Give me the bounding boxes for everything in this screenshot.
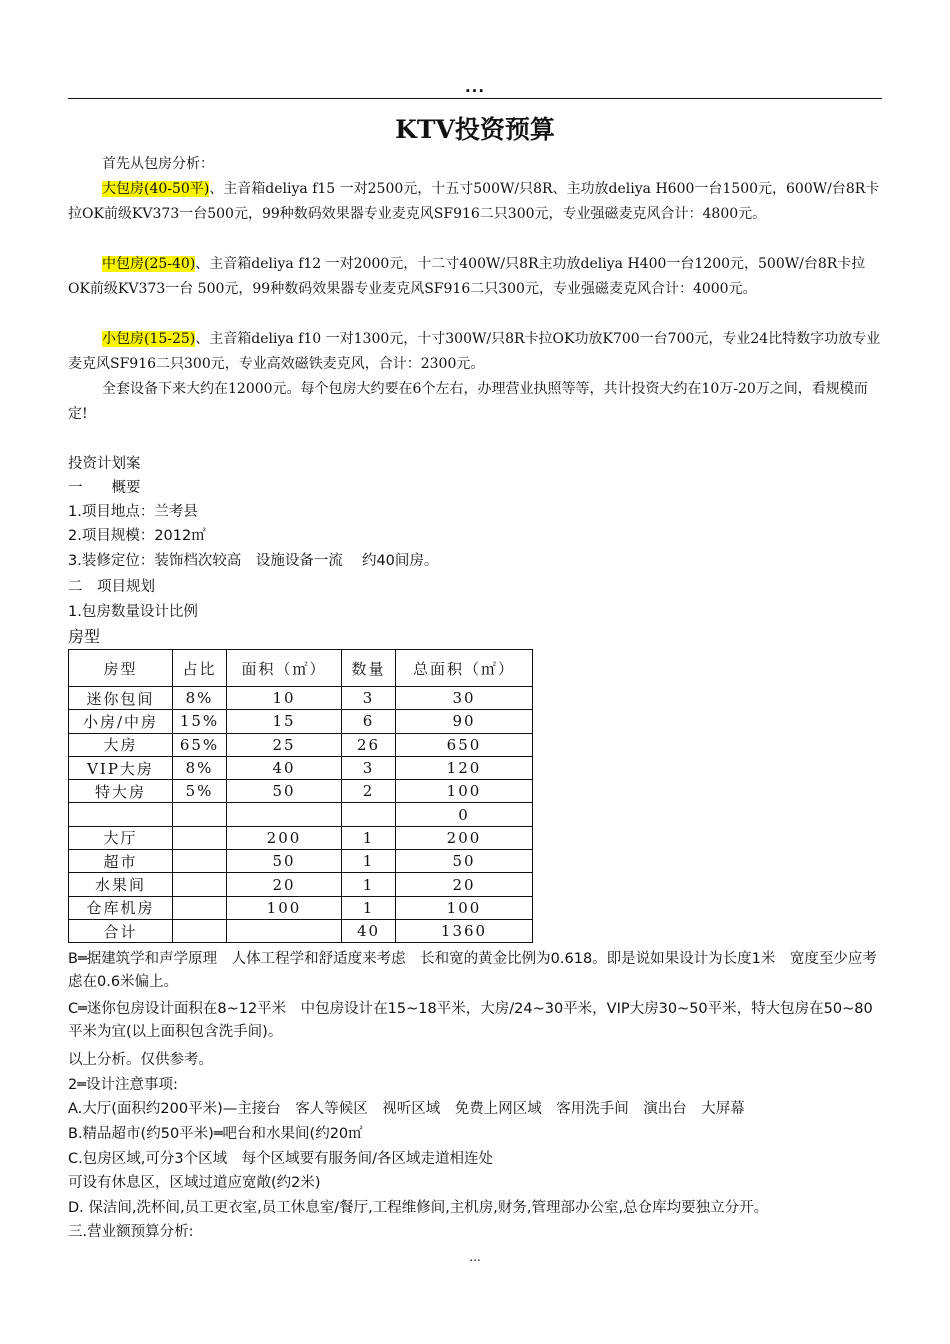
- section-planning: 二 项目规划: [68, 579, 155, 595]
- table-cell: 1: [342, 873, 396, 896]
- room-table: [68, 649, 533, 943]
- table-cell: 8%: [173, 756, 227, 779]
- design-note-rest-area: 可设有休息区，区域过道应宽敞(约2米): [68, 1175, 321, 1191]
- table-cell: 3: [342, 687, 396, 710]
- table-cell: 100: [227, 896, 342, 919]
- highlight-medium-room: 中包房(25-40): [102, 256, 196, 272]
- table-cell: 大房: [69, 733, 173, 756]
- item-location: 1.项目地点：兰考县: [68, 504, 198, 520]
- design-note-support-rooms: D. 保洁间,洗杯间,员工更衣室,员工休息室/餐厅,工程维修间,主机房,财务,管理部办公室,总仓库均要独立分开。: [68, 1200, 769, 1216]
- table-cell: 26: [342, 733, 396, 756]
- table-cell: 650: [396, 733, 533, 756]
- table-cell: 25: [227, 733, 342, 756]
- table-cell: 大厅: [69, 826, 173, 849]
- table-row: [69, 873, 533, 896]
- table-cell: 100: [396, 896, 533, 919]
- table-row: [69, 756, 533, 779]
- table-cell: 合计: [69, 919, 173, 942]
- table-cell: 3: [342, 756, 396, 779]
- table-cell: 200: [227, 826, 342, 849]
- table-row: [69, 803, 533, 826]
- table-cell: 仓库机房: [69, 896, 173, 919]
- table-cell: 50: [396, 850, 533, 873]
- table-header: 房型: [69, 650, 173, 687]
- table-row: [69, 826, 533, 849]
- intro-summary: 全套设备下来大约在12000元。每个包房大约要在6个左右，办理营业执照等等，共计投资大约在10万-20万之间，看规模而定!: [68, 381, 868, 422]
- table-caption: 房型: [68, 627, 101, 646]
- table-cell: 40: [342, 919, 396, 942]
- footer-ellipsis: ...: [469, 1250, 481, 1264]
- table-header: 占比: [173, 650, 227, 687]
- table-cell: 30: [396, 687, 533, 710]
- table-cell: [173, 803, 227, 826]
- plan-title: 投资计划案: [68, 456, 141, 472]
- table-cell: 90: [396, 710, 533, 733]
- table-cell: 8%: [173, 687, 227, 710]
- table-cell: 超市: [69, 850, 173, 873]
- intro-medium-room: 中包房(25-40)、主音箱deliya f12 一对2000元，十二寸400W/只8R主功放deliya H400一台1200元，500W/台8R卡拉OK前级KV373一台 500元，99种数码效果器专业麦克风SF916二只300元，专业强磁麦克风合计：4000元。: [68, 256, 866, 297]
- header-ellipsis: ...: [464, 78, 486, 96]
- note-reference: 以上分析。仅供参考。: [68, 1052, 213, 1068]
- table-cell: 小房/中房: [69, 710, 173, 733]
- table-cell: [69, 803, 173, 826]
- design-note-hall: A.大厅(面积约200平米)—主接台 客人等候区 视听区域 免费上网区域 客用洗手间 演出台 大屏幕: [68, 1101, 745, 1117]
- design-note-supermarket: B.精品超市(约50平米)═吧台和水果间(约20㎡: [68, 1126, 363, 1142]
- note-golden-ratio: B═据建筑学和声学原理 人体工程学和舒适度来考虑 长和宽的黄金比例为0.618。即是说如果设计为长度1米 宽度至少应考虑在0.6米偏上。: [68, 951, 877, 990]
- table-cell: 15%: [173, 710, 227, 733]
- table-cell: 1: [342, 850, 396, 873]
- table-cell: 20: [227, 873, 342, 896]
- table-cell: 6: [342, 710, 396, 733]
- table-cell: 5%: [173, 780, 227, 803]
- table-cell: 迷你包间: [69, 687, 173, 710]
- document-title: KTV投资预算: [395, 115, 555, 144]
- table-row: [69, 710, 533, 733]
- section-overview: 一 概要: [68, 480, 141, 496]
- table-cell: 200: [396, 826, 533, 849]
- table-cell: [173, 850, 227, 873]
- table-cell: [173, 826, 227, 849]
- table-cell: 120: [396, 756, 533, 779]
- table-cell: 15: [227, 710, 342, 733]
- item-scale: 2.项目规模：2012㎡: [68, 528, 206, 544]
- table-row: [69, 780, 533, 803]
- table-cell: [227, 919, 342, 942]
- table-row-total: [69, 919, 533, 942]
- table-cell: 65%: [173, 733, 227, 756]
- subsection-room-ratio: 1.包房数量设计比例: [68, 604, 198, 620]
- table-cell: 特大房: [69, 780, 173, 803]
- note-room-area: C═迷你包房设计面积在8~12平米 中包房设计在15~18平米，大房/24~30平米，VIP大房30~50平米，特大包房在50~80平米为宜(以上面积包含洗手间)。: [68, 1001, 873, 1040]
- table-header-row: [69, 650, 533, 687]
- table-header: 总面积（㎡）: [396, 650, 533, 687]
- table-cell: 水果间: [69, 873, 173, 896]
- table-cell: 100: [396, 780, 533, 803]
- table-cell: 50: [227, 780, 342, 803]
- highlight-small-room: 小包房(15-25): [102, 331, 196, 347]
- table-row: [69, 687, 533, 710]
- table-cell: [227, 803, 342, 826]
- design-note-room-zone: C.包房区域,可分3个区域 每个区域要有服务间/各区域走道相连处: [68, 1151, 493, 1167]
- intro-small-room: 小包房(15-25)、主音箱deliya f10 一对1300元，十寸300W/只8R卡拉OK功放K700一台700元，专业24比特数字功放专业麦克风SF916二只300元，专业高效磁铁麦克风，合计：2300元。: [68, 331, 881, 372]
- table-header: 数量: [342, 650, 396, 687]
- table-cell: VIP大房: [69, 756, 173, 779]
- table-cell: 2: [342, 780, 396, 803]
- table-row: [69, 850, 533, 873]
- table-cell: [173, 896, 227, 919]
- header-rule: [68, 98, 882, 99]
- highlight-large-room: 大包房(40-50平): [102, 181, 210, 197]
- table-cell: 1: [342, 896, 396, 919]
- intro-heading: 首先从包房分析：: [102, 156, 214, 172]
- table-cell: 1: [342, 826, 396, 849]
- design-notes-title: 2═设计注意事项:: [68, 1077, 178, 1093]
- intro-large-room: 大包房(40-50平)、主音箱deliya f15 一对2500元，十五寸500W/只8R、主功放deliya H600一台1500元，600W/台8R卡拉OK前级KV373一台500元，99种数码效果器专业麦克风SF916二只300元，专业强磁麦克风合计：4800元。: [68, 181, 880, 222]
- table-cell: 20: [396, 873, 533, 896]
- table-cell: 50: [227, 850, 342, 873]
- section-revenue: 三.营业额预算分析:: [68, 1224, 194, 1240]
- table-cell: 0: [396, 803, 533, 826]
- table-cell: 40: [227, 756, 342, 779]
- table-header: 面积（㎡）: [227, 650, 342, 687]
- table-row: [69, 733, 533, 756]
- table-cell: [173, 873, 227, 896]
- table-cell: [173, 919, 227, 942]
- item-positioning: 3.装修定位：装饰档次较高 设施设备一流 约40间房。: [68, 553, 439, 569]
- table-cell: 10: [227, 687, 342, 710]
- table-cell: [342, 803, 396, 826]
- table-cell: 1360: [396, 919, 533, 942]
- table-row: [69, 896, 533, 919]
